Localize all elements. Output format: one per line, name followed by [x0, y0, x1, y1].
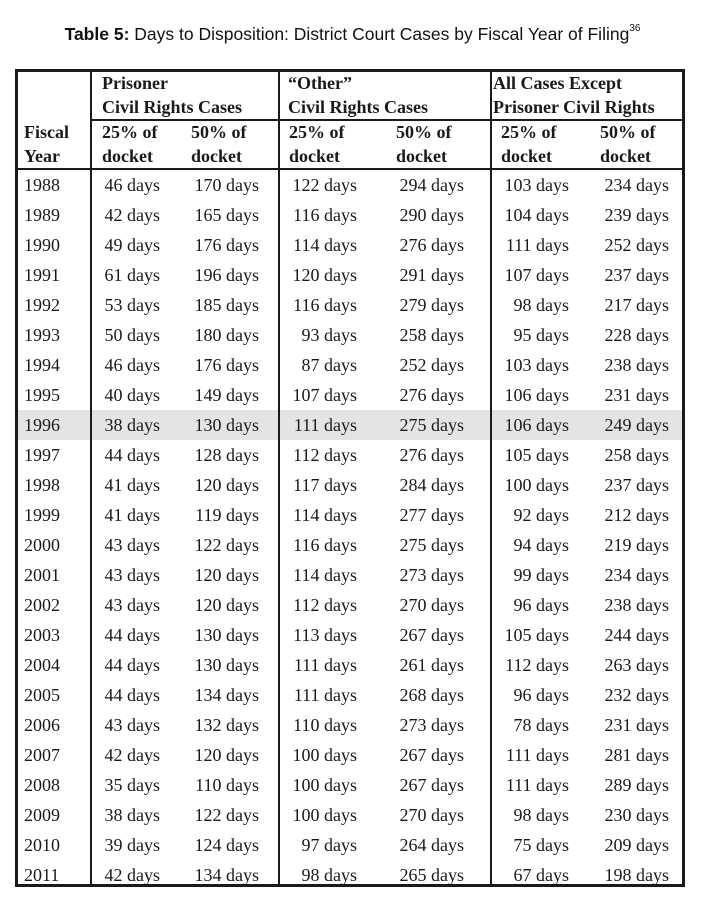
days-cell: 120 days: [194, 745, 259, 765]
days-cell: 170 days: [194, 175, 259, 195]
days-cell: 107 days: [292, 385, 357, 405]
days-cell: 277 days: [399, 505, 464, 525]
days-cell: 294 days: [399, 175, 464, 195]
days-cell: 238 days: [604, 595, 669, 615]
header-bottom-rule: [18, 168, 682, 170]
days-cell: 111 days: [293, 415, 357, 435]
days-cell: 176 days: [194, 355, 259, 375]
days-cell: 53 days: [104, 295, 160, 315]
days-cell: 114 days: [293, 565, 357, 585]
days-cell: 276 days: [399, 385, 464, 405]
days-cell: 114 days: [293, 505, 357, 525]
days-cell: 122 days: [292, 175, 357, 195]
days-cell: 239 days: [604, 205, 669, 225]
days-cell: 120 days: [194, 565, 259, 585]
days-cell: 43 days: [104, 715, 160, 735]
days-cell: 130 days: [194, 625, 259, 645]
table-number: Table 5:: [64, 24, 130, 44]
days-cell: 113 days: [293, 625, 357, 645]
days-cell: 258 days: [399, 325, 464, 345]
days-cell: 273 days: [399, 715, 464, 735]
days-cell: 276 days: [399, 235, 464, 255]
days-cell: 264 days: [399, 835, 464, 855]
days-cell: 267 days: [399, 625, 464, 645]
column-divider: [90, 72, 92, 884]
days-cell: 232 days: [604, 685, 669, 705]
days-cell: 237 days: [604, 265, 669, 285]
days-cell: 44 days: [104, 655, 160, 675]
days-cell: 44 days: [104, 625, 160, 645]
days-cell: 219 days: [604, 535, 669, 555]
days-cell: 38 days: [104, 805, 160, 825]
group-header-line2: Civil Rights Cases: [288, 97, 429, 117]
header-divider: [90, 119, 682, 121]
days-cell: 107 days: [504, 265, 569, 285]
fiscal-year-cell: 1990: [24, 235, 60, 255]
days-cell: 97 days: [301, 835, 357, 855]
group-header-line1: All Cases Except: [493, 73, 622, 93]
days-cell: 267 days: [399, 745, 464, 765]
fiscal-year-cell: 1995: [24, 385, 60, 405]
days-cell: 228 days: [604, 325, 669, 345]
fiscal-year-cell: 2004: [24, 655, 60, 675]
days-cell: 270 days: [399, 595, 464, 615]
days-cell: 116 days: [293, 295, 357, 315]
fiscal-year-cell: 1991: [24, 265, 60, 285]
fiscal-year-cell: 2009: [24, 805, 60, 825]
fiscal-year-cell: 1989: [24, 205, 60, 225]
days-cell: 100 days: [292, 745, 357, 765]
column-header-docket: docket: [600, 146, 651, 166]
days-cell: 38 days: [104, 415, 160, 435]
column-header-percent: 25% of: [289, 122, 345, 142]
days-cell: 267 days: [399, 775, 464, 795]
days-cell: 263 days: [604, 655, 669, 675]
days-cell: 100 days: [504, 475, 569, 495]
days-cell: 95 days: [513, 325, 569, 345]
footnote-marker: 36: [629, 23, 641, 35]
fiscal-year-cell: 1996: [24, 415, 60, 435]
column-header-percent: 50% of: [600, 122, 656, 142]
fiscal-year-cell: 2007: [24, 745, 60, 765]
fiscal-year-cell: 1988: [24, 175, 60, 195]
days-cell: 231 days: [604, 715, 669, 735]
days-cell: 265 days: [399, 865, 464, 885]
days-cell: 270 days: [399, 805, 464, 825]
days-cell: 130 days: [194, 655, 259, 675]
days-cell: 134 days: [194, 865, 259, 885]
fiscal-year-cell: 2000: [24, 535, 60, 555]
days-cell: 276 days: [399, 445, 464, 465]
days-cell: 112 days: [293, 445, 357, 465]
fiscal-year-header: Year: [24, 146, 60, 166]
days-cell: 42 days: [104, 205, 160, 225]
days-cell: 43 days: [104, 595, 160, 615]
days-cell: 44 days: [104, 445, 160, 465]
days-cell: 217 days: [604, 295, 669, 315]
column-header-docket: docket: [102, 146, 153, 166]
days-cell: 128 days: [194, 445, 259, 465]
days-cell: 42 days: [104, 745, 160, 765]
days-cell: 258 days: [604, 445, 669, 465]
days-cell: 43 days: [104, 565, 160, 585]
data-table: [15, 69, 685, 887]
fiscal-year-cell: 2006: [24, 715, 60, 735]
days-cell: 103 days: [504, 175, 569, 195]
days-cell: 111 days: [293, 655, 357, 675]
days-cell: 96 days: [513, 595, 569, 615]
days-cell: 111 days: [505, 775, 569, 795]
days-cell: 120 days: [194, 475, 259, 495]
column-divider: [490, 72, 492, 884]
days-cell: 100 days: [292, 805, 357, 825]
days-cell: 104 days: [504, 205, 569, 225]
days-cell: 112 days: [293, 595, 357, 615]
days-cell: 273 days: [399, 565, 464, 585]
days-cell: 103 days: [504, 355, 569, 375]
days-cell: 112 days: [505, 655, 569, 675]
days-cell: 198 days: [604, 865, 669, 885]
days-cell: 249 days: [604, 415, 669, 435]
days-cell: 234 days: [604, 565, 669, 585]
days-cell: 43 days: [104, 535, 160, 555]
days-cell: 117 days: [293, 475, 357, 495]
days-cell: 106 days: [504, 415, 569, 435]
days-cell: 114 days: [293, 235, 357, 255]
fiscal-year-header: Fiscal: [24, 122, 69, 142]
days-cell: 87 days: [301, 355, 357, 375]
group-header-line1: “Other”: [288, 73, 352, 93]
days-cell: 61 days: [104, 265, 160, 285]
days-cell: 44 days: [104, 685, 160, 705]
days-cell: 120 days: [292, 265, 357, 285]
days-cell: 111 days: [293, 685, 357, 705]
column-header-percent: 50% of: [396, 122, 452, 142]
days-cell: 78 days: [513, 715, 569, 735]
days-cell: 50 days: [104, 325, 160, 345]
days-cell: 119 days: [195, 505, 259, 525]
days-cell: 105 days: [504, 445, 569, 465]
days-cell: 110 days: [195, 775, 259, 795]
days-cell: 275 days: [399, 535, 464, 555]
fiscal-year-cell: 2003: [24, 625, 60, 645]
days-cell: 234 days: [604, 175, 669, 195]
days-cell: 284 days: [399, 475, 464, 495]
column-header-percent: 50% of: [191, 122, 247, 142]
days-cell: 94 days: [513, 535, 569, 555]
days-cell: 99 days: [513, 565, 569, 585]
days-cell: 41 days: [104, 475, 160, 495]
days-cell: 268 days: [399, 685, 464, 705]
fiscal-year-cell: 2001: [24, 565, 60, 585]
column-header-docket: docket: [396, 146, 447, 166]
days-cell: 238 days: [604, 355, 669, 375]
days-cell: 111 days: [505, 235, 569, 255]
days-cell: 75 days: [513, 835, 569, 855]
days-cell: 275 days: [399, 415, 464, 435]
days-cell: 196 days: [194, 265, 259, 285]
days-cell: 116 days: [293, 535, 357, 555]
days-cell: 98 days: [513, 805, 569, 825]
days-cell: 35 days: [104, 775, 160, 795]
days-cell: 132 days: [194, 715, 259, 735]
fiscal-year-cell: 1994: [24, 355, 60, 375]
days-cell: 252 days: [399, 355, 464, 375]
column-header-docket: docket: [289, 146, 340, 166]
days-cell: 46 days: [104, 175, 160, 195]
days-cell: 124 days: [194, 835, 259, 855]
days-cell: 92 days: [513, 505, 569, 525]
table-title-text: Days to Disposition: District Court Cases by Fiscal Year of Filing: [129, 24, 630, 44]
days-cell: 291 days: [399, 265, 464, 285]
days-cell: 289 days: [604, 775, 669, 795]
days-cell: 39 days: [104, 835, 160, 855]
days-cell: 49 days: [104, 235, 160, 255]
days-cell: 237 days: [604, 475, 669, 495]
fiscal-year-cell: 1998: [24, 475, 60, 495]
days-cell: 106 days: [504, 385, 569, 405]
days-cell: 41 days: [104, 505, 160, 525]
days-cell: 134 days: [194, 685, 259, 705]
days-cell: 98 days: [301, 865, 357, 885]
table-title: [0, 24, 705, 45]
column-divider: [278, 72, 280, 884]
days-cell: 110 days: [293, 715, 357, 735]
days-cell: 279 days: [399, 295, 464, 315]
days-cell: 212 days: [604, 505, 669, 525]
fiscal-year-cell: 1993: [24, 325, 60, 345]
days-cell: 122 days: [194, 535, 259, 555]
days-cell: 185 days: [194, 295, 259, 315]
column-header-percent: 25% of: [501, 122, 557, 142]
group-header-line2: Prisoner Civil Rights: [493, 97, 655, 117]
days-cell: 180 days: [194, 325, 259, 345]
fiscal-year-cell: 2005: [24, 685, 60, 705]
group-header-line1: Prisoner: [102, 73, 168, 93]
fiscal-year-cell: 2011: [24, 865, 60, 885]
days-cell: 230 days: [604, 805, 669, 825]
days-cell: 261 days: [399, 655, 464, 675]
days-cell: 111 days: [505, 745, 569, 765]
days-cell: 120 days: [194, 595, 259, 615]
group-header-line2: Civil Rights Cases: [102, 97, 243, 117]
fiscal-year-cell: 1997: [24, 445, 60, 465]
fiscal-year-cell: 2008: [24, 775, 60, 795]
column-header-docket: docket: [191, 146, 242, 166]
days-cell: 149 days: [194, 385, 259, 405]
days-cell: 46 days: [104, 355, 160, 375]
fiscal-year-cell: 1999: [24, 505, 60, 525]
days-cell: 209 days: [604, 835, 669, 855]
column-header-percent: 25% of: [102, 122, 158, 142]
days-cell: 96 days: [513, 685, 569, 705]
days-cell: 42 days: [104, 865, 160, 885]
days-cell: 67 days: [513, 865, 569, 885]
days-cell: 98 days: [513, 295, 569, 315]
days-cell: 165 days: [194, 205, 259, 225]
column-header-docket: docket: [501, 146, 552, 166]
days-cell: 93 days: [301, 325, 357, 345]
days-cell: 252 days: [604, 235, 669, 255]
days-cell: 281 days: [604, 745, 669, 765]
days-cell: 100 days: [292, 775, 357, 795]
days-cell: 176 days: [194, 235, 259, 255]
days-cell: 105 days: [504, 625, 569, 645]
days-cell: 116 days: [293, 205, 357, 225]
days-cell: 122 days: [194, 805, 259, 825]
fiscal-year-cell: 1992: [24, 295, 60, 315]
fiscal-year-cell: 2002: [24, 595, 60, 615]
days-cell: 290 days: [399, 205, 464, 225]
fiscal-year-cell: 2010: [24, 835, 60, 855]
days-cell: 231 days: [604, 385, 669, 405]
days-cell: 244 days: [604, 625, 669, 645]
days-cell: 130 days: [194, 415, 259, 435]
days-cell: 40 days: [104, 385, 160, 405]
